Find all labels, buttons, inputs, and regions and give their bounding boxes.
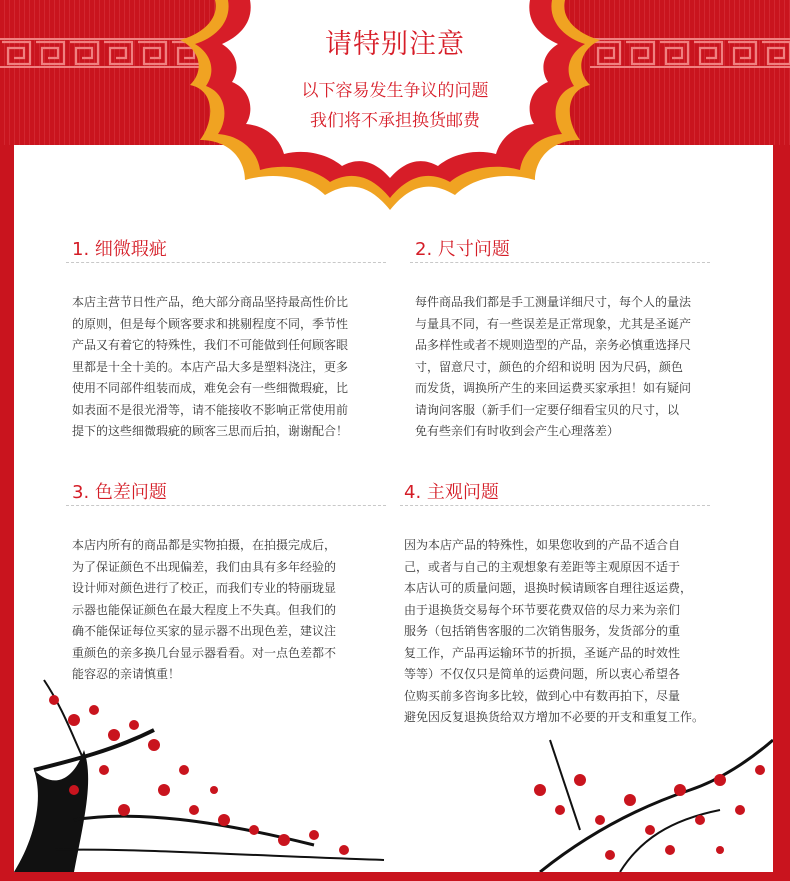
section-body-subjective-issues: 因为本店产品的特殊性，如果您收到的产品不适合自 己，或者与自己的主观想象有差距等主观原因不适于 本店认可的质量问题，退换时候请顾客自理往返运费， 由于退换货交易每个环节要花费双倍的尽力来为亲们 服务（包括销售客服的二次销售服务，发货部分的重 复工作，产品再运输环节的折损，圣诞产品的时效性 等等）不仅仅只是简单的运费问题，所以衷心希望各 位购买前多咨询多比较，做到心中有数再拍下，尽量 避免因反复退换货给双方增加不必要的开支和重复工作。 <box>404 538 705 724</box>
notice-subtitle-line1: 以下容易发生争议的问题 <box>301 81 489 101</box>
section-body-color-difference: 本店内所有的商品都是实物拍摄，在拍摄完成后， 为了保证颜色不出现偏差，我们由具有多年经验的 设计师对颜色进行了校正，而我们专业的特丽珑显 示器也能保证颜色在最大程度上不失真。但我们的 确不能保证每位买家的显示器不出现色差，建议注 重颜色的亲多换几台显示器看看。对一点色差都不 能容忍的亲请慎重！ <box>72 538 337 681</box>
section-body-size-issues: 每件商品我们都是手工测量详细尺寸，每个人的量法 与量具不同，有一些误差是正常现象，尤其是圣诞产 品多样性或者不规则造型的产品，亲务必慎重选择尺 寸，留意尺寸，颜色的介绍和说明 因为尺码，颜色 而发货，调换所产生的来回运费买家承担！如有疑问 请询问客服（新手们一定要仔细看宝贝的尺寸，以 免有些亲们有时收到会产生心理落差） <box>415 295 692 438</box>
section-divider <box>410 262 710 263</box>
section-divider <box>400 505 710 506</box>
section-title-minor-flaws: 1. 细微瑕疵 <box>72 239 167 260</box>
section-divider <box>66 262 386 263</box>
section-body-minor-flaws: 本店主营节日性产品，绝大部分商品坚持最高性价比 的原则，但是每个顾客要求和挑剔程度不同，季节性 产品又有着它的特殊性，我们不可能做到任何顾客眼 里都是十全十美的。本店产品大多是塑料浇注，更多 使用不同部件组装而成，难免会有一些细微瑕疵，比 如表面不是很光滑等，请不能接收不影响正常使用前 提下的这些细微瑕疵的顾客三思而后拍，谢谢配合！ <box>72 295 349 438</box>
notice-subtitle-line2: 我们将不承担换货邮费 <box>310 111 480 131</box>
section-title-subjective-issues: 4. 主观问题 <box>404 482 499 503</box>
section-title-color-difference: 3. 色差问题 <box>72 482 167 503</box>
plum-blossom-right-illustration <box>520 720 773 872</box>
section-divider <box>66 505 386 506</box>
notice-title: 请特别注意 <box>325 29 465 60</box>
section-title-size-issues: 2. 尺寸问题 <box>415 239 510 260</box>
plum-blossom-left-illustration <box>14 670 394 872</box>
